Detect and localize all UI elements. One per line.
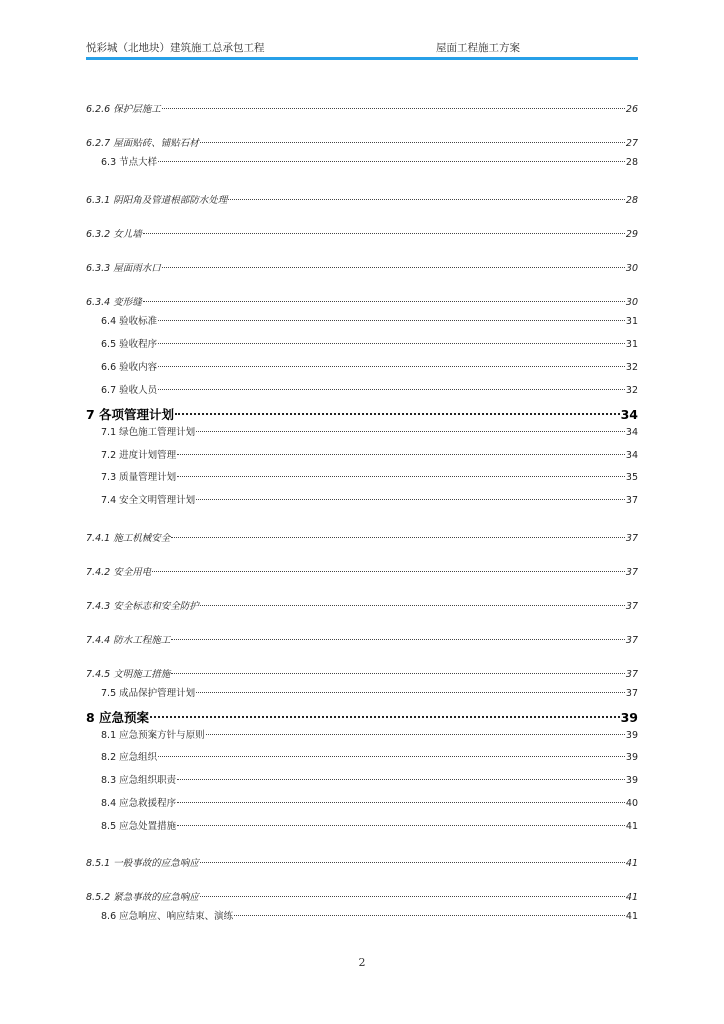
toc-leader-dots — [143, 301, 625, 302]
toc-leader-dots — [171, 673, 625, 674]
toc-entry-page: 37 — [625, 567, 638, 578]
toc-leader-dots — [177, 825, 625, 826]
toc-entry[interactable] — [86, 530, 638, 546]
toc-leader-dots — [158, 161, 625, 162]
toc-entry[interactable] — [86, 598, 638, 614]
toc-entry-title: 6.2.6 保护层施工 — [86, 104, 161, 115]
toc-entry-page: 39 — [620, 710, 638, 725]
toc-entry-title: 6.3.2 女儿墙 — [86, 229, 142, 240]
toc-entry[interactable] — [86, 226, 638, 242]
toc-entry-page: 35 — [625, 472, 638, 483]
toc-entry-page: 41 — [625, 892, 638, 903]
toc-entry[interactable] — [101, 336, 638, 352]
toc-entry[interactable] — [86, 889, 638, 905]
toc-leader-dots — [177, 476, 625, 477]
toc-entry-title: 6.3.4 变形缝 — [86, 297, 142, 308]
toc-entry-title: 6.4 验收标准 — [101, 316, 158, 327]
toc-entry[interactable] — [86, 294, 638, 310]
toc-entry-page: 37 — [625, 669, 638, 680]
toc-leader-dots — [196, 431, 625, 432]
toc-chapter-entry[interactable] — [86, 708, 638, 726]
toc-entry[interactable] — [86, 135, 638, 151]
toc-leader-dots — [200, 862, 625, 863]
toc-entry-title: 8 应急预案 — [86, 710, 150, 725]
toc-leader-dots — [196, 692, 625, 693]
toc-entry-title: 8.3 应急组织职责 — [101, 775, 177, 786]
toc-entry-page: 30 — [625, 263, 638, 274]
toc-leader-dots — [177, 802, 625, 803]
toc-entry-title: 6.6 验收内容 — [101, 362, 158, 373]
toc-entry-title: 7.3 质量管理计划 — [101, 472, 177, 483]
toc-entry-title: 8.6 应急响应、响应结束、演练 — [101, 911, 234, 922]
toc-entry-title: 7.4.1 施工机械安全 — [86, 533, 171, 544]
toc-entry-title: 6.3 节点大样 — [101, 157, 158, 168]
toc-leader-dots — [162, 267, 625, 268]
toc-entry-title: 7.4.4 防水工程施工 — [86, 635, 171, 646]
toc-entry-page: 39 — [625, 775, 638, 786]
toc-leader-dots — [162, 108, 625, 109]
toc-entry-page: 41 — [625, 858, 638, 869]
toc-entry-title: 8.1 应急预案方针与原则 — [101, 730, 205, 741]
toc-entry-page: 31 — [625, 339, 638, 350]
toc-entry[interactable] — [101, 447, 638, 463]
toc-entry-page: 32 — [625, 362, 638, 373]
toc-leader-dots — [196, 499, 625, 500]
toc-entry[interactable] — [101, 818, 638, 834]
toc-entry[interactable] — [101, 908, 638, 924]
toc-leader-dots — [177, 779, 625, 780]
toc-leader-dots — [158, 366, 625, 367]
toc-leader-dots — [171, 537, 625, 538]
toc-leader-dots — [200, 142, 625, 143]
toc-entry[interactable] — [86, 564, 638, 580]
toc-entry-title: 8.5.1 一般事故的应急响应 — [86, 858, 199, 869]
toc-entry[interactable] — [101, 685, 638, 701]
toc-leader-dots — [152, 571, 625, 572]
toc-entry-page: 37 — [625, 688, 638, 699]
toc-entry-title: 7 各项管理计划 — [86, 407, 175, 422]
toc-entry-title: 7.2 进度计划管理 — [101, 450, 177, 461]
toc-entry[interactable] — [86, 101, 638, 117]
toc-entry-page: 28 — [625, 195, 638, 206]
toc-entry-title: 8.4 应急救援程序 — [101, 798, 177, 809]
toc-chapter-entry[interactable] — [86, 405, 638, 423]
toc-leader-dots — [234, 915, 625, 916]
toc-entry[interactable] — [101, 154, 638, 170]
toc-entry[interactable] — [86, 192, 638, 208]
toc-entry-title: 6.3.3 屋面雨水口 — [86, 263, 161, 274]
toc-entry-page: 39 — [625, 730, 638, 741]
toc-entry-title: 7.4.5 文明施工措施 — [86, 669, 171, 680]
toc-entry-page: 34 — [625, 427, 638, 438]
header-project-title: 悦彩城（北地块）建筑施工总承包工程 — [86, 42, 265, 54]
toc-entry-title: 8.5 应急处置措施 — [101, 821, 177, 832]
toc-entry[interactable] — [86, 632, 638, 648]
toc-entry[interactable] — [86, 855, 638, 871]
page-number: 2 — [358, 956, 366, 969]
toc-entry-title: 6.7 验收人员 — [101, 385, 158, 396]
toc-leader-dots — [177, 454, 625, 455]
toc-entry[interactable] — [101, 492, 638, 508]
toc-entry-page: 29 — [625, 229, 638, 240]
toc-entry-title: 8.5.2 紧急事故的应急响应 — [86, 892, 199, 903]
toc-entry[interactable] — [101, 469, 638, 485]
toc-leader-dots — [200, 896, 625, 897]
toc-leader-dots — [175, 413, 620, 415]
toc-entry[interactable] — [86, 666, 638, 682]
toc-entry-page: 27 — [625, 138, 638, 149]
toc-leader-dots — [200, 605, 625, 606]
toc-entry[interactable] — [101, 313, 638, 329]
toc-entry[interactable] — [101, 359, 638, 375]
toc-entry-title: 7.4.2 安全用电 — [86, 567, 152, 578]
toc-leader-dots — [158, 756, 625, 757]
toc-entry[interactable] — [101, 772, 638, 788]
toc-entry-title: 7.1 绿色施工管理计划 — [101, 427, 196, 438]
toc-entry-title: 6.5 验收程序 — [101, 339, 158, 350]
header-document-title: 屋面工程施工方案 — [436, 42, 520, 54]
toc-leader-dots — [206, 734, 625, 735]
toc-entry-page: 41 — [625, 911, 638, 922]
toc-entry-title: 7.5 成品保护管理计划 — [101, 688, 196, 699]
toc-entry-page: 39 — [625, 752, 638, 763]
toc-leader-dots — [228, 199, 625, 200]
toc-entry-page: 32 — [625, 385, 638, 396]
toc-leader-dots — [158, 320, 625, 321]
toc-entry-page: 37 — [625, 635, 638, 646]
toc-entry-page: 37 — [625, 495, 638, 506]
toc-entry-page: 34 — [620, 407, 638, 422]
toc-entry-page: 34 — [625, 450, 638, 461]
toc-entry-title: 7.4.3 安全标志和安全防护 — [86, 601, 199, 612]
toc-entry[interactable] — [101, 749, 638, 765]
toc-leader-dots — [158, 343, 625, 344]
toc-entry-page: 41 — [625, 821, 638, 832]
toc-entry-title: 6.2.7 屋面贴砖、铺贴石材 — [86, 138, 199, 149]
toc-entry-page: 28 — [625, 157, 638, 168]
toc-entry[interactable] — [101, 382, 638, 398]
toc-entry-title: 8.2 应急组织 — [101, 752, 158, 763]
toc-entry[interactable] — [86, 260, 638, 276]
toc-entry-page: 40 — [625, 798, 638, 809]
toc-entry-page: 37 — [625, 601, 638, 612]
toc-entry-page: 31 — [625, 316, 638, 327]
toc-entry-page: 37 — [625, 533, 638, 544]
toc-leader-dots — [143, 233, 625, 234]
toc-leader-dots — [171, 639, 625, 640]
toc-entry-title: 7.4 安全文明管理计划 — [101, 495, 196, 506]
toc-entry[interactable] — [101, 795, 638, 811]
toc-entry-page: 26 — [625, 104, 638, 115]
toc-leader-dots — [150, 716, 620, 718]
toc-entry[interactable] — [101, 424, 638, 440]
toc-entry-page: 30 — [625, 297, 638, 308]
toc-leader-dots — [158, 389, 625, 390]
toc-entry-title: 6.3.1 阴阳角及管道根部防水处理 — [86, 195, 228, 206]
toc-entry[interactable] — [101, 727, 638, 743]
